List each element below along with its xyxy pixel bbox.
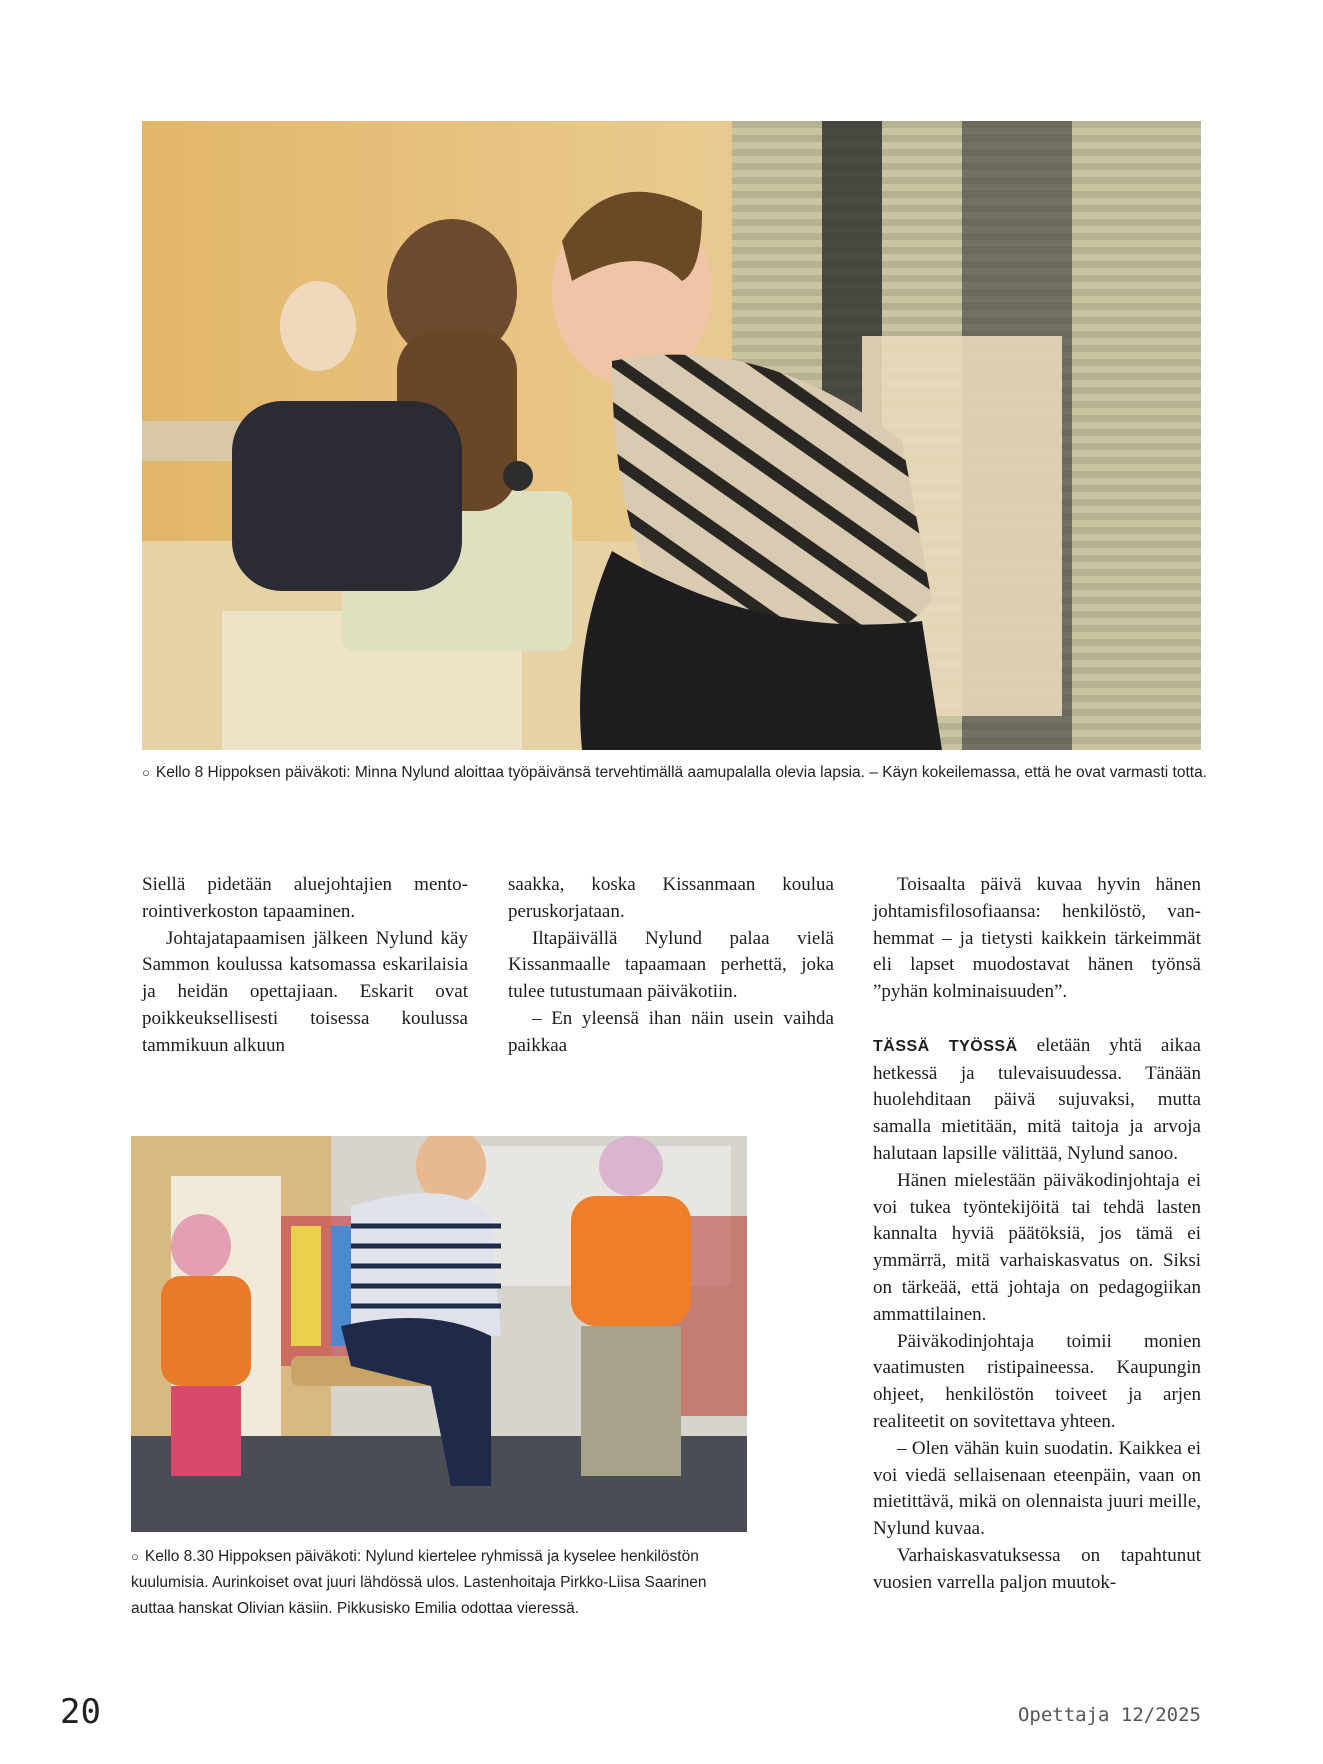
article-column-1: [142, 872, 468, 1060]
caption-bullet: ○: [142, 765, 150, 780]
photo-greeting-breakfast: [142, 121, 1201, 750]
paragraph: Siellä pidetään aluejohtajien mentorointiverkoston tapaaminen.: [142, 874, 468, 922]
paragraph: – Olen vähän kuin suodatin. Kaikkea ei voi viedä sellaisenaan eteenpäin, vaan on mietittävä, mikä on olennaista juuri meille, Nylund kuvaa.: [873, 1437, 1201, 1540]
paragraph: Toisaalta päivä kuvaa hyvin hänen johtamisfilosofiaansa: henkilöstö, vanhemmat – ja tietysti kaikkein tärkeimmät eli lapset muodostavat hänen työnsä ”pyhän kolminaisuuden”.: [873, 874, 1201, 1003]
paragraph: Varhaiskasvatuksessa on tapahtunut vuosien varrella paljon muutok-: [873, 1544, 1201, 1593]
paragraph: Hänen mielestään päiväkodinjohtaja ei voi tukea työntekijöitä tai tehdä lasten kannalta hyviä päätöksiä, jos tämä ei ymmärrä, mitä varhaiskasvatus on. Siksi on tärkeää, että johtaja on pedagogiikan ammattilainen.: [873, 1169, 1201, 1325]
publication-issue: Opettaja 12/2025: [1017, 1704, 1201, 1726]
paragraph: – En yleensä ihan näin usein vaihda paikkaa: [508, 1007, 834, 1056]
section-lead: TÄSSÄ TYÖSSÄ: [873, 1037, 1018, 1055]
article-column-3: [873, 872, 1201, 1597]
paragraph: Johtajatapaamisen jälkeen Nylund käy Sammon koulussa katsomassa eskarilaisia ja heidän opettajiaan. Eskarit ovat poikkeuksellisesti toisessa koulussa tammikuun alkuun: [142, 927, 468, 1056]
paragraph: Iltapäivällä Nylund palaa vielä Kissanmaalle tapaamaan perhettä, joka tulee tutustumaan päiväkotiin.: [508, 927, 834, 1003]
page-number: 20: [60, 1692, 101, 1732]
photo1-caption: [142, 760, 1212, 786]
paragraph: saakka, koska Kissanmaan koulua peruskorjataan.: [508, 874, 834, 922]
caption-bullet: ○: [131, 1549, 139, 1564]
paragraph: [873, 1033, 1201, 1168]
paragraph: Päiväkodinjohtaja toimii monien vaatimusten ristipaineessa. Kaupungin ohjeet, henkilöstön toiveet ja arjen realiteetit on sovitettava yhteen.: [873, 1330, 1201, 1432]
photo-cloakroom: [131, 1136, 747, 1532]
caption-text: Kello 8.30 Hippoksen päiväkoti: Nylund kiertelee ryhmissä ja kyselee henkilöstön kuulumisia. Aurinkoiset ovat juuri lähdössä ulos. Lastenhoitaja Pirkko-Liisa Saarinen auttaa hanskat Olivian käsiin. Pikkusisko Emilia odottaa vieressä.: [131, 1548, 707, 1617]
photo2-caption: [131, 1544, 751, 1622]
paragraph-text: eletään yhtä aikaa hetkessä ja tulevaisuudessa. Tänään huolehditaan päivä sujuvaksi, mutta samalla mietitään, mitä taitoja ja arvoja halutaan lapsille välittää, Nylund sanoo.: [873, 1034, 1201, 1164]
article-column-2: [508, 872, 834, 1060]
caption-text: Kello 8 Hippoksen päiväkoti: Minna Nylund aloittaa työpäivänsä tervehtimällä aamupalalla olevia lapsia. – Käyn kokeilemassa, että he ovat varmasti totta.: [155, 764, 1207, 781]
